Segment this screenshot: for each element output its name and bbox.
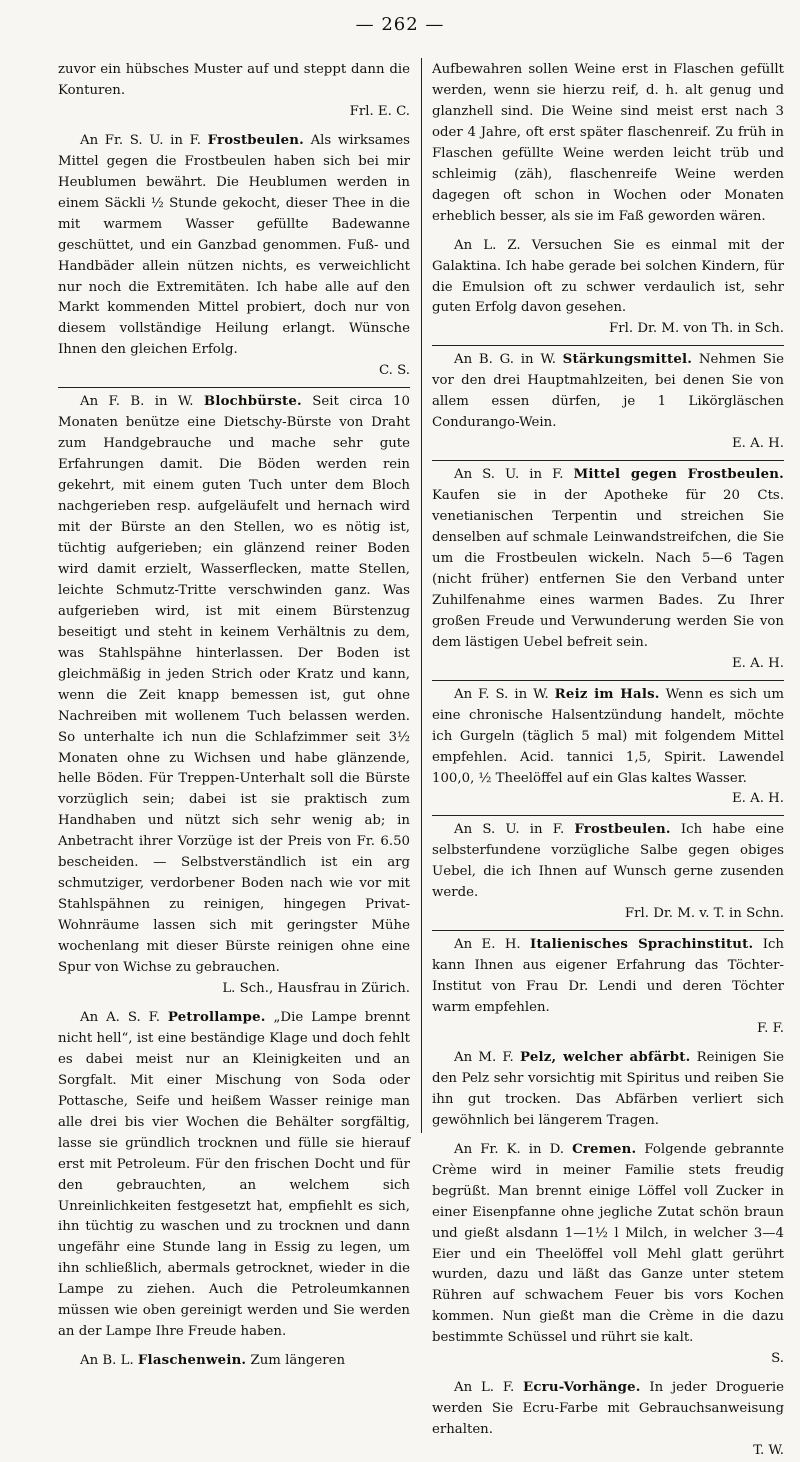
body-text: Als wirksames Mittel gegen die Frostbeulen haben sich bei mir Heublumen bewährt. Die Heublumen werden in einem Säckli ½ Stunde gekocht, dieser Thee in die mit warmem Wasser gefüllte Badewanne geschüttet, und ein Ganzbad genommen. Fuß- und Handbäder allein nützen nichts, es verweichlicht nur noch die Extremitäten. Ich habe alle auf den Markt kommenden Mittel probiert, doch nur von diesem vollständige Heilung erlangt. Wünsche Ihnen den gleichen Erfolg. (58, 132, 410, 358)
topic-heading: Stärkungsmittel. (562, 352, 693, 368)
body-text: Aufbewahren sollen Weine erst in Flaschen gefüllt werden, wenn sie hierzu reif, d. h. alt genug und glanzhell sind. Die Weine sind meist erst nach 3 oder 4 Jahre, oft erst später flaschenreif. Zu früh in Flaschen gefüllte Weine werden leicht trüb und schleimig (zäh), flaschenreife Weine werden dagegen oft schon in Wochen oder Monaten erheblich besser, als sie im Faß geworden wären. (432, 62, 784, 224)
addressee: An B. G. in W. (454, 352, 556, 368)
topic-heading: Pelz, welcher abfärbt. (520, 1049, 691, 1065)
signature: C. S. (378, 363, 410, 379)
addressee: An B. L. (80, 1353, 134, 1369)
body-text: Seit circa 10 Monaten benütze eine Dietschy-Bürste von Draht zum Handgebrauche und mache sehr gute Erfahrungen damit. Die Böden werden rein gekehrt, mit einem guten Tuch unter dem Bloch nachgerieben resp. aufgeläufelt und hernach wird mit der Bürste an den Stellen, wo es nötig ist, tüchtig aufgerieben; ein glänzend reiner Boden wird damit erzielt, Wasserflecken, matte Stellen, leichte Schmutz-Tritte verschwinden ganz. Was aufgerieben wird, ist mit einem Bürstenzug beseitigt und steht in keinem Verhältnis zu dem, was Stahlspähne hinterlassen. Der Boden ist gleichmäßig in jeden Strich oder Kratz und kann, wenn die Zeit knapp bemessen ist, gut ohne Nachreiben mit wollenem Tuch belassen werden. So unterhalte ich nun die Schlafzimmer seit 3½ Monaten ohne zu Wichsen und habe glänzende, helle Böden. Für Treppen-Unterhalt soll die Bürste vorzüglich sein; dabei ist sie praktisch zum Handhaben und nützt sich sehr wenig ab; in Anbetracht ihrer Vorzüge ist der Preis von Fr. 6.50 bescheiden. — Selbstverständlich ist ein arg schmutziger, verdorbener Boden nach wie vor mit Stahlspähnen zu reinigen, hingegen Privat-Wohnräume lassen sich mit geringster Mühe wochenlang mit dieser Bürste reinigen ohne eine Spur von Wichse zu gebrauchen. (58, 394, 410, 976)
topic-heading: Cremen. (572, 1141, 637, 1157)
topic-heading: Blochbürste. (203, 394, 302, 410)
article-paragraph (58, 1008, 410, 1343)
signature: F. F. (757, 1020, 784, 1036)
section-rule (432, 460, 784, 461)
topic-heading: Mittel gegen Frostbeulen. (573, 467, 784, 483)
article-paragraph (432, 1048, 784, 1132)
body-text: „Die Lampe brennt nicht hell“, ist eine beständige Klage und doch fehlt es dabei meist nur an Kleinigkeiten und an Sorgfalt. Mit einer Mischung von Soda oder Pottasche, Seife und heißem Wasser reinige man alle drei bis vier Wochen die Behälter sorgfältig, lasse sie gründlich trocknen und fülle sie hierauf erst mit Petroleum. Für den frischen Docht und für den gebrauchten, an welchem sich Unreinlichkeiten festgesetzt hat, empfiehlt es sich, ihn tüchtig zu waschen und zu trocknen und dann ungefähr eine Stunde lang in Essig zu legen, um ihn schließlich, abermals getrocknet, wieder in die Lampe zu ziehen. Auch die Petroleumkannen müssen wie oben gereinigt werden und Sie werden an der Lampe Ihre Freude haben. (58, 1009, 410, 1340)
addressee: An S. U. in F. (454, 467, 564, 483)
body-text: Reinigen Sie den Pelz sehr vorsichtig mit Spiritus und reiben Sie ihn gut trocken. Das Abfärben verliert sich gewöhnlich bei längerem Tragen. (432, 1049, 784, 1128)
addressee: An S. U. in F. (454, 822, 565, 838)
section-rule (432, 345, 784, 346)
article-paragraph (432, 350, 784, 455)
body-text: Folgende gebrannte Crème wird in meiner Familie stets freudig begrüßt. Man brennt einige Löffel voll Zucker in einer Eisenpfanne ohne jegliche Zutat schön braun und gießt alsdann 1—1½ l Milch, in welcher 3—4 Eier und ein Theelöffel voll Mehl glatt gerührt wurden, dazu und läßt das Ganze unter stetem Rühren auf schwachem Feuer bis vors Kochen kommen. Nun gießt man die Crème in die dazu bestimmte Schüssel und rührt sie kalt. (432, 1141, 785, 1346)
topic-heading: Petrollampe. (167, 1009, 266, 1025)
addressee: An E. H. (454, 937, 521, 953)
signature: S. (771, 1351, 784, 1367)
section-rule (432, 680, 784, 681)
topic-heading: Italienisches Sprachinstitut. (530, 937, 754, 953)
body-text: Versuchen Sie es einmal mit der Galaktina. Ich habe gerade bei solchen Kindern, für die Emulsion oft zu schwer verdaulich ist, sehr guten Erfolg davon gesehen. (432, 237, 784, 316)
body-text: Nehmen Sie vor den drei Hauptmahlzeiten, bei denen Sie von allem essen dürfen, je 1 Likörgläschen Condurango-Wein. (432, 352, 784, 431)
article-paragraph (432, 465, 784, 675)
body-text: In jeder Droguerie werden Sie Ecru-Farbe mit Gebrauchsanweisung erhalten. (432, 1380, 785, 1438)
topic-heading: Flaschenwein. (137, 1353, 247, 1369)
column-divider (421, 58, 422, 1133)
signature: E. A. H. (731, 791, 784, 807)
addressee: An L. F. (454, 1380, 515, 1396)
section-rule (432, 930, 784, 931)
article-paragraph (432, 820, 784, 925)
topic-heading: Reiz im Hals. (554, 686, 660, 702)
signature: L. Sch., Hausfrau in Zürich. (222, 980, 410, 996)
addressee: An F. S. in W. (454, 686, 549, 702)
article-paragraph (58, 1351, 410, 1372)
article-paragraph (58, 131, 410, 382)
article-paragraph (432, 60, 784, 228)
body-text: Ich habe eine selbsterfundene vorzügliche Salbe gegen obiges Uebel, die ich Ihnen auf Wunsch gerne zusenden werde. (432, 822, 784, 901)
signature: Frl. Dr. M. v. T. in Schn. (624, 906, 784, 922)
right-column (432, 60, 784, 1462)
topic-heading: Ecru-Vorhänge. (523, 1380, 641, 1396)
article-paragraph (432, 236, 784, 341)
body-text: Zum längeren (250, 1353, 346, 1369)
topic-heading: Frostbeulen. (207, 132, 304, 148)
article-paragraph (58, 60, 410, 123)
topic-heading: Frostbeulen. (574, 822, 671, 838)
body-text: Wenn es sich um eine chronische Halsentzündung handelt, möchte ich Gurgeln (täglich 5 mal) mit folgendem Mittel empfehlen. Acid. tannici 1,5, Spirit. Lawendel 100,0, ½ Theelöffel auf ein Glas kaltes Wasser. (432, 686, 785, 786)
signature: Frl. E. C. (349, 103, 410, 119)
addressee: An M. F. (454, 1049, 514, 1065)
section-rule (58, 387, 410, 388)
article-paragraph (432, 685, 784, 811)
body-text: zuvor ein hübsches Muster auf und steppt dann die Konturen. (58, 62, 410, 98)
page-number: — 262 — (355, 14, 445, 35)
article-paragraph (58, 392, 410, 1000)
body-text: Kaufen sie in der Apotheke für 20 Cts. venetianischen Terpentin und streichen Sie denselben auf schmale Leinwandstreifchen, die Sie um die Frostbeulen wickeln. Nach 5—6 Tagen (nicht früher) entfernen Sie den Verband unter Zuhilfenahme eines warmen Bades. Zu Ihrer großen Freude und Verwunderung werden Sie von dem lästigen Uebel befreit sein. (432, 488, 784, 650)
addressee: An L. Z. (454, 237, 521, 253)
section-rule (432, 815, 784, 816)
addressee: An F. B. in W. (80, 394, 194, 410)
signature: T. W. (753, 1443, 784, 1459)
article-paragraph (432, 935, 784, 1040)
article-paragraph (432, 1140, 784, 1370)
addressee: An Fr. S. U. in F. (80, 132, 201, 148)
addressee: An A. S. F. (80, 1009, 160, 1025)
signature: E. A. H. (731, 655, 784, 671)
signature: Frl. Dr. M. von Th. in Sch. (609, 321, 784, 337)
addressee: An Fr. K. in D. (454, 1141, 565, 1157)
article-paragraph (432, 1378, 784, 1462)
left-column (58, 60, 410, 1372)
signature: E. A. H. (731, 436, 784, 452)
body-text: Ich kann Ihnen aus eigener Erfahrung das Töchter-Institut von Frau Dr. Lendi und deren Töchter warm empfehlen. (432, 937, 784, 1016)
